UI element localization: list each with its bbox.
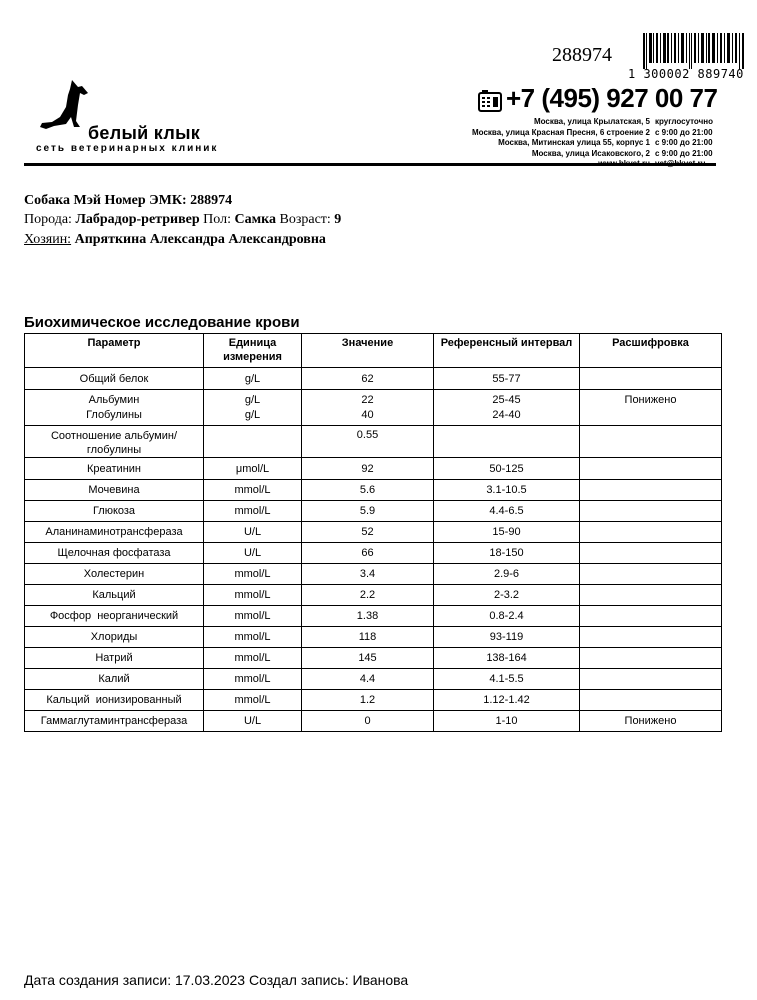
cell-ref: 93-119 — [434, 627, 580, 648]
patient-species: Собака — [24, 193, 70, 208]
cell-value: 5.9 — [302, 501, 434, 522]
cell-unit: mmol/L — [204, 564, 302, 585]
table-row — [25, 648, 722, 669]
author-label: Создал запись: — [248, 972, 349, 988]
barcode — [643, 33, 745, 69]
cell-param: Общий белок — [25, 368, 204, 390]
emk-number-display: 288974 — [552, 44, 612, 66]
patient-name: Мэй — [73, 193, 101, 208]
cell-ref: 2.9-6 — [434, 564, 580, 585]
cell-ref: 3.1-10.5 — [434, 480, 580, 501]
cell-value: 62 — [302, 368, 434, 390]
cell-value: 4.4 — [302, 669, 434, 690]
table-row — [25, 501, 722, 522]
cell-unit: mmol/L — [204, 690, 302, 711]
cell-note-sub: Понижено — [624, 394, 677, 406]
cell-value: 1.38 — [302, 606, 434, 627]
cell-value: 1.2 — [302, 690, 434, 711]
cell-value: 2.2 — [302, 585, 434, 606]
cell-unit-sub: g/L — [244, 393, 261, 406]
cell-param: Щелочная фосфатаза — [25, 543, 204, 564]
cell-ref: 1-10 — [434, 711, 580, 732]
emk-number: 288974 — [190, 193, 233, 208]
patient-age: 9 — [334, 212, 342, 227]
record-footer — [24, 972, 408, 988]
header-divider — [24, 163, 716, 166]
phone-icon — [478, 90, 502, 112]
cell-unit: U/L — [204, 711, 302, 732]
cell-ref: 4.4-6.5 — [434, 501, 580, 522]
table-row — [25, 458, 722, 480]
patient-line-3 — [24, 232, 326, 248]
cell-param: Кальций ионизированный — [25, 690, 204, 711]
cell-ref-sub: 25-45 — [492, 393, 521, 406]
author-name: Иванова — [352, 972, 409, 988]
table-row — [25, 480, 722, 501]
table-row — [25, 627, 722, 648]
cell-param — [25, 390, 204, 426]
cell-ref: 4.1-5.5 — [434, 669, 580, 690]
cell-ref: 2-3.2 — [434, 585, 580, 606]
cell-value: 0.55 — [302, 426, 434, 458]
cell-unit: mmol/L — [204, 627, 302, 648]
patient-line-2 — [24, 212, 341, 228]
cell-note: Понижено — [580, 711, 722, 732]
table-row — [25, 522, 722, 543]
cell-param: Мочевина — [25, 480, 204, 501]
cell-ref: 50-125 — [434, 458, 580, 480]
cell-unit: mmol/L — [204, 585, 302, 606]
sex-label: Пол: — [203, 212, 231, 227]
table-row — [25, 585, 722, 606]
cell-value: 0 — [302, 711, 434, 732]
cell-param: Кальций — [25, 585, 204, 606]
section-title: Биохимическое исследование крови — [24, 314, 300, 331]
col-header-param: Параметр — [25, 334, 204, 368]
cell-unit: U/L — [204, 543, 302, 564]
cell-value: 52 — [302, 522, 434, 543]
cell-ref: 18-150 — [434, 543, 580, 564]
cell-note — [580, 648, 722, 669]
cell-unit: U/L — [204, 522, 302, 543]
cell-unit: mmol/L — [204, 480, 302, 501]
cell-value — [302, 390, 434, 426]
address-line: Москва, улица Красная Пресня, 6 строение 2 — [472, 127, 650, 137]
cell-param: Соотношение альбумин/глобулины — [25, 426, 204, 458]
cell-note — [580, 368, 722, 390]
owner-label[interactable]: Хозяин: — [24, 232, 72, 247]
cell-note — [580, 564, 722, 585]
cell-value: 66 — [302, 543, 434, 564]
cell-param: Холестерин — [25, 564, 204, 585]
cell-unit: mmol/L — [204, 501, 302, 522]
table-row — [25, 669, 722, 690]
clinic-phone: +7 (495) 927 00 77 — [506, 83, 718, 113]
table-row — [25, 690, 722, 711]
cell-param: Фосфор неорганический — [25, 606, 204, 627]
cell-param: Гаммаглутаминтрансфераза — [25, 711, 204, 732]
cell-ref: 138-164 — [434, 648, 580, 669]
cell-note — [580, 669, 722, 690]
cell-ref-sub: 24-40 — [492, 408, 521, 421]
cell-note — [580, 690, 722, 711]
col-header-value: Значение — [302, 334, 434, 368]
cell-param-sub: Глобулины — [86, 408, 142, 421]
cell-unit-sub: g/L — [244, 408, 261, 421]
cell-param: Натрий — [25, 648, 204, 669]
brand-subtitle: сеть ветеринарных клиник — [36, 143, 219, 154]
cell-note — [580, 627, 722, 648]
col-header-unit: Единица измерения — [204, 334, 302, 368]
table-row — [25, 711, 722, 732]
cell-ref: 1.12-1.42 — [434, 690, 580, 711]
cell-value: 5.6 — [302, 480, 434, 501]
cell-unit: mmol/L — [204, 648, 302, 669]
breed-label: Порода: — [24, 212, 72, 227]
cell-note — [580, 501, 722, 522]
col-header-note: Расшифровка — [580, 334, 722, 368]
patient-sex: Самка — [234, 212, 276, 227]
table-row — [25, 564, 722, 585]
brand-name: белый клык — [88, 123, 201, 143]
cell-note — [580, 543, 722, 564]
cell-param: Креатинин — [25, 458, 204, 480]
owner-name: Апряткина Александра Александровна — [74, 232, 326, 247]
cell-value: 92 — [302, 458, 434, 480]
cell-value: 145 — [302, 648, 434, 669]
cell-unit: mmol/L — [204, 606, 302, 627]
cell-param: Калий — [25, 669, 204, 690]
barcode-digits: 1 300002 889740 — [628, 67, 744, 81]
cell-unit — [204, 390, 302, 426]
cell-value-sub: 40 — [361, 408, 374, 421]
hours-line: с 9:00 до 21:00 — [655, 148, 713, 158]
cell-unit — [204, 426, 302, 458]
cell-unit: μmol/L — [204, 458, 302, 480]
cell-ref — [434, 390, 580, 426]
cell-unit: g/L — [204, 368, 302, 390]
col-header-ref: Референсный интервал — [434, 334, 580, 368]
cell-note — [580, 522, 722, 543]
cell-value: 118 — [302, 627, 434, 648]
cell-ref — [434, 426, 580, 458]
table-row — [25, 543, 722, 564]
cell-ref: 0.8-2.4 — [434, 606, 580, 627]
cell-param: Хлориды — [25, 627, 204, 648]
cell-ref: 15-90 — [434, 522, 580, 543]
table-row — [25, 606, 722, 627]
table-row — [25, 426, 722, 458]
patient-breed: Лабрадор-ретривер — [75, 212, 200, 227]
cell-note — [580, 390, 722, 426]
emk-label: Номер ЭМК: — [104, 193, 187, 208]
cell-value-sub: 22 — [361, 393, 374, 406]
table-header-row — [25, 334, 722, 368]
cell-note — [580, 585, 722, 606]
age-label: Возраст: — [279, 212, 331, 227]
address-line: Москва, Митинская улица 55, корпус 1 — [498, 138, 650, 147]
address-line: Москва, улица Крылатская, 5 — [533, 117, 650, 126]
patient-line-1 — [24, 193, 232, 209]
cell-unit: mmol/L — [204, 669, 302, 690]
cell-note — [580, 480, 722, 501]
cell-param: Глюкоза — [25, 501, 204, 522]
cell-param: Аланинаминотрансфераза — [25, 522, 204, 543]
cell-ref: 55-77 — [434, 368, 580, 390]
results-table — [24, 333, 722, 732]
hours-line: круглосуточно — [655, 117, 713, 126]
cell-value: 3.4 — [302, 564, 434, 585]
created-date: 17.03.2023 — [174, 972, 246, 988]
cell-note — [580, 606, 722, 627]
table-row — [25, 368, 722, 390]
clinic-addresses — [472, 117, 650, 170]
created-label: Дата создания записи: — [24, 972, 172, 988]
hours-line: с 9:00 до 21:00 — [655, 127, 713, 137]
cell-note — [580, 458, 722, 480]
hours-line: с 9:00 до 21:00 — [655, 138, 713, 147]
address-line: Москва, улица Исаковского, 2 — [531, 148, 650, 158]
clinic-hours — [655, 117, 713, 170]
cell-param-sub: Альбумин — [88, 393, 140, 406]
table-row — [25, 390, 722, 426]
cell-note — [580, 426, 722, 458]
